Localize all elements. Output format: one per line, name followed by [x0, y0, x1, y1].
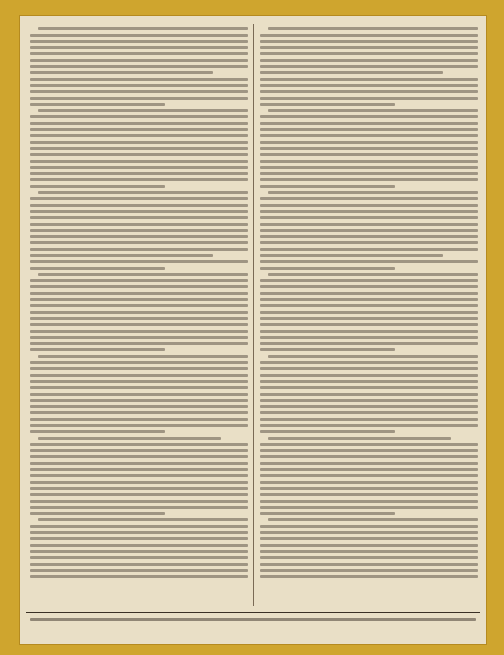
text-line-placeholder: [30, 292, 248, 295]
text-line-placeholder: [30, 298, 248, 301]
text-line-placeholder: [260, 65, 478, 68]
text-line-placeholder: [30, 279, 248, 282]
text-line-placeholder: [260, 235, 478, 238]
text-line-placeholder: [30, 141, 248, 144]
text-line-placeholder: [30, 449, 248, 452]
text-line-placeholder: [30, 575, 248, 578]
text-line-placeholder: [260, 204, 478, 207]
text-line-placeholder: [30, 210, 248, 213]
text-line-placeholder: [30, 399, 248, 402]
text-line-placeholder: [268, 109, 478, 112]
text-line-placeholder: [30, 317, 248, 320]
text-line-placeholder: [260, 506, 478, 509]
text-line-placeholder: [260, 411, 478, 414]
text-line-placeholder: [30, 367, 248, 370]
text-line-placeholder: [30, 336, 248, 339]
text-line-placeholder: [260, 544, 478, 547]
text-line-placeholder: [30, 455, 248, 458]
text-line-placeholder: [260, 418, 478, 421]
text-line-placeholder: [260, 197, 478, 200]
text-line-placeholder: [268, 437, 451, 440]
text-line-placeholder: [260, 166, 478, 169]
text-line-placeholder: [30, 374, 248, 377]
right-column-text-block: [260, 27, 478, 578]
text-line-placeholder: [30, 254, 213, 257]
text-line-placeholder: [30, 52, 248, 55]
text-line-placeholder: [30, 229, 248, 232]
text-line-placeholder: [260, 40, 478, 43]
text-line-placeholder: [260, 122, 478, 125]
text-line-placeholder: [30, 481, 248, 484]
text-line-placeholder: [268, 191, 478, 194]
text-line-placeholder: [260, 46, 478, 49]
text-line-placeholder: [260, 500, 478, 503]
text-line-placeholder: [38, 273, 248, 276]
text-line-placeholder: [30, 46, 248, 49]
text-line-placeholder: [30, 285, 248, 288]
text-line-placeholder: [30, 550, 248, 553]
text-line-placeholder: [260, 304, 478, 307]
text-line-placeholder: [268, 355, 478, 358]
text-line-placeholder: [30, 411, 248, 414]
text-line-placeholder: [30, 537, 248, 540]
left-text-column: [30, 24, 248, 606]
text-line-placeholder: [30, 468, 248, 471]
text-line-placeholder: [30, 267, 165, 270]
text-line-placeholder: [260, 336, 478, 339]
text-line-placeholder: [38, 109, 248, 112]
text-line-placeholder: [260, 52, 478, 55]
text-line-placeholder: [268, 273, 478, 276]
text-line-placeholder: [260, 430, 395, 433]
text-line-placeholder: [30, 531, 248, 534]
text-line-placeholder: [30, 418, 248, 421]
footer-imprint-placeholder: [30, 618, 476, 621]
text-line-placeholder: [260, 374, 478, 377]
text-line-placeholder: [30, 361, 248, 364]
text-line-placeholder: [30, 241, 248, 244]
text-line-placeholder: [30, 487, 248, 490]
text-line-placeholder: [30, 405, 248, 408]
text-line-placeholder: [30, 34, 248, 37]
text-line-placeholder: [260, 386, 478, 389]
text-line-placeholder: [260, 399, 478, 402]
text-line-placeholder: [38, 518, 248, 521]
text-line-placeholder: [30, 380, 248, 383]
text-line-placeholder: [260, 279, 478, 282]
text-line-placeholder: [260, 216, 478, 219]
text-line-placeholder: [260, 103, 395, 106]
text-line-placeholder: [260, 512, 395, 515]
text-line-placeholder: [260, 367, 478, 370]
text-line-placeholder: [260, 424, 478, 427]
column-divider: [253, 24, 254, 606]
text-line-placeholder: [30, 153, 248, 156]
text-line-placeholder: [38, 437, 221, 440]
text-line-placeholder: [260, 34, 478, 37]
text-line-placeholder: [260, 59, 478, 62]
text-line-placeholder: [260, 569, 478, 572]
newspaper-page: [20, 16, 486, 644]
text-line-placeholder: [30, 556, 248, 559]
text-line-placeholder: [30, 525, 248, 528]
text-line-placeholder: [260, 474, 478, 477]
text-line-placeholder: [260, 330, 478, 333]
text-line-placeholder: [268, 518, 478, 521]
text-line-placeholder: [260, 153, 478, 156]
text-line-placeholder: [30, 260, 248, 263]
text-line-placeholder: [260, 487, 478, 490]
text-line-placeholder: [260, 563, 478, 566]
text-line-placeholder: [30, 223, 248, 226]
text-line-placeholder: [260, 323, 478, 326]
text-line-placeholder: [260, 241, 478, 244]
text-line-placeholder: [30, 216, 248, 219]
text-line-placeholder: [260, 267, 395, 270]
text-line-placeholder: [38, 191, 248, 194]
text-line-placeholder: [260, 78, 478, 81]
text-line-placeholder: [260, 134, 478, 137]
text-line-placeholder: [30, 235, 248, 238]
right-text-column: [260, 24, 478, 606]
text-line-placeholder: [260, 147, 478, 150]
text-line-placeholder: [38, 355, 248, 358]
text-line-placeholder: [38, 27, 248, 30]
text-line-placeholder: [260, 97, 478, 100]
text-line-placeholder: [30, 178, 248, 181]
text-line-placeholder: [30, 40, 248, 43]
text-line-placeholder: [30, 500, 248, 503]
text-line-placeholder: [30, 462, 248, 465]
text-line-placeholder: [30, 204, 248, 207]
text-line-placeholder: [260, 285, 478, 288]
text-line-placeholder: [30, 147, 248, 150]
text-line-placeholder: [30, 474, 248, 477]
text-line-placeholder: [260, 185, 395, 188]
text-line-placeholder: [260, 172, 478, 175]
text-line-placeholder: [30, 569, 248, 572]
text-line-placeholder: [30, 512, 165, 515]
text-line-placeholder: [30, 563, 248, 566]
text-line-placeholder: [30, 84, 248, 87]
text-line-placeholder: [30, 78, 248, 81]
text-line-placeholder: [30, 304, 248, 307]
text-line-placeholder: [30, 90, 248, 93]
text-line-placeholder: [30, 342, 248, 345]
text-line-placeholder: [260, 342, 478, 345]
text-line-placeholder: [260, 229, 478, 232]
text-line-placeholder: [30, 323, 248, 326]
text-line-placeholder: [30, 348, 165, 351]
text-line-placeholder: [30, 424, 248, 427]
text-line-placeholder: [260, 348, 395, 351]
text-line-placeholder: [260, 90, 478, 93]
text-line-placeholder: [260, 531, 478, 534]
text-line-placeholder: [30, 128, 248, 131]
text-line-placeholder: [260, 223, 478, 226]
text-line-placeholder: [268, 27, 478, 30]
text-line-placeholder: [260, 254, 443, 257]
text-line-placeholder: [30, 160, 248, 163]
text-line-placeholder: [260, 128, 478, 131]
text-line-placeholder: [260, 449, 478, 452]
text-line-placeholder: [260, 481, 478, 484]
text-line-placeholder: [260, 380, 478, 383]
text-line-placeholder: [260, 317, 478, 320]
text-line-placeholder: [30, 134, 248, 137]
text-line-placeholder: [260, 468, 478, 471]
text-line-placeholder: [260, 160, 478, 163]
text-line-placeholder: [260, 405, 478, 408]
text-line-placeholder: [260, 260, 478, 263]
text-line-placeholder: [30, 506, 248, 509]
text-line-placeholder: [260, 361, 478, 364]
text-line-placeholder: [260, 575, 478, 578]
text-line-placeholder: [260, 141, 478, 144]
text-line-placeholder: [30, 65, 248, 68]
text-line-placeholder: [30, 197, 248, 200]
text-line-placeholder: [30, 122, 248, 125]
text-line-placeholder: [260, 311, 478, 314]
text-line-placeholder: [30, 172, 248, 175]
footer-divider: [26, 612, 480, 613]
text-line-placeholder: [260, 298, 478, 301]
text-line-placeholder: [260, 210, 478, 213]
text-line-placeholder: [260, 493, 478, 496]
text-line-placeholder: [30, 443, 248, 446]
text-line-placeholder: [30, 386, 248, 389]
text-line-placeholder: [30, 493, 248, 496]
text-line-placeholder: [30, 59, 248, 62]
text-line-placeholder: [260, 443, 478, 446]
text-line-placeholder: [30, 103, 165, 106]
text-line-placeholder: [30, 115, 248, 118]
text-line-placeholder: [260, 178, 478, 181]
text-line-placeholder: [30, 393, 248, 396]
text-line-placeholder: [260, 71, 443, 74]
text-line-placeholder: [260, 84, 478, 87]
text-line-placeholder: [260, 525, 478, 528]
text-line-placeholder: [260, 248, 478, 251]
text-line-placeholder: [260, 292, 478, 295]
text-line-placeholder: [260, 556, 478, 559]
text-line-placeholder: [30, 311, 248, 314]
text-line-placeholder: [260, 393, 478, 396]
text-line-placeholder: [30, 544, 248, 547]
text-line-placeholder: [30, 166, 248, 169]
text-line-placeholder: [30, 248, 248, 251]
text-line-placeholder: [260, 537, 478, 540]
text-line-placeholder: [260, 462, 478, 465]
text-line-placeholder: [30, 71, 213, 74]
left-column-text-block: [30, 27, 248, 578]
text-line-placeholder: [30, 330, 248, 333]
text-line-placeholder: [30, 430, 165, 433]
text-line-placeholder: [30, 185, 165, 188]
text-line-placeholder: [260, 550, 478, 553]
text-line-placeholder: [260, 115, 478, 118]
text-line-placeholder: [260, 455, 478, 458]
text-line-placeholder: [30, 97, 248, 100]
